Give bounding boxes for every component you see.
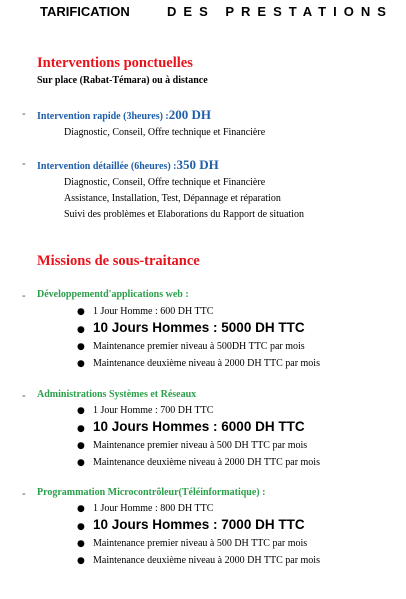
dash-marker: - bbox=[22, 290, 26, 302]
bullet-dot-icon: ● bbox=[77, 325, 85, 335]
group-label-web: Développementd'applications web : bbox=[37, 289, 189, 300]
bullet-item: ● Maintenance deuxième niveau à 2000 DH TTC par mois bbox=[77, 457, 320, 468]
intervention-detaillee-price: 350 DH bbox=[176, 157, 219, 172]
bullet-dot-icon: ● bbox=[77, 406, 85, 416]
bullet-item: ● Maintenance premier niveau à 500 DH TTC par mois bbox=[77, 440, 308, 451]
intervention-rapide-label: Intervention rapide (3heures) : bbox=[37, 111, 169, 122]
bullet-item: ● 10 Jours Hommes : 5000 DH TTC bbox=[77, 320, 305, 335]
section-heading-interventions: Interventions ponctuelles bbox=[37, 55, 193, 71]
detail-line: Diagnostic, Conseil, Offre technique et Financière bbox=[64, 177, 266, 188]
intervention-detaillee bbox=[37, 157, 219, 173]
intervention-rapide bbox=[37, 107, 211, 123]
section-subheading: Sur place (Rabat-Témara) ou à distance bbox=[37, 75, 208, 86]
bullet-dot-icon: ● bbox=[77, 504, 85, 514]
detail-line: Diagnostic, Conseil, Offre technique et Financière bbox=[64, 127, 266, 138]
bullet-dot-icon: ● bbox=[77, 342, 85, 352]
group-label-microcontroleur: Programmation Microcontrôleur(Téléinformatique) : bbox=[37, 487, 266, 498]
title-part-2: DES PRESTATIONS bbox=[167, 4, 393, 19]
bullet-item: ● Maintenance deuxième niveau à 2000 DH TTC par mois bbox=[77, 555, 320, 566]
bullet-dot-icon: ● bbox=[77, 458, 85, 468]
dash-marker: - bbox=[22, 158, 26, 170]
bullet-item: ● 10 Jours Hommes : 6000 DH TTC bbox=[77, 419, 305, 434]
bullet-item: ● 1 Jour Homme : 700 DH TTC bbox=[77, 405, 214, 416]
bullet-item: ● 10 Jours Hommes : 7000 DH TTC bbox=[77, 517, 305, 532]
bullet-dot-icon: ● bbox=[77, 424, 85, 434]
bullet-dot-icon: ● bbox=[77, 441, 85, 451]
bullet-dot-icon: ● bbox=[77, 307, 85, 317]
dash-marker: - bbox=[22, 390, 26, 402]
bullet-dot-icon: ● bbox=[77, 556, 85, 566]
dash-marker: - bbox=[22, 488, 26, 500]
bullet-item: ● Maintenance premier niveau à 500 DH TTC par mois bbox=[77, 538, 308, 549]
bullet-item: ● Maintenance premier niveau à 500DH TTC par mois bbox=[77, 341, 305, 352]
bullet-item: ● Maintenance deuxième niveau à 2000 DH TTC par mois bbox=[77, 358, 320, 369]
group-label-admin: Administrations Systèmes et Réseaux bbox=[37, 389, 197, 400]
intervention-detaillee-label: Intervention détaillée (6heures) : bbox=[37, 161, 177, 172]
section-heading-missions: Missions de sous-traitance bbox=[37, 253, 200, 269]
bullet-dot-icon: ● bbox=[77, 539, 85, 549]
page-title bbox=[40, 4, 393, 19]
title-part-1: TARIFICATION bbox=[40, 4, 130, 19]
detail-line: Assistance, Installation, Test, Dépannage et réparation bbox=[64, 193, 281, 204]
dash-marker: - bbox=[22, 108, 26, 120]
bullet-dot-icon: ● bbox=[77, 522, 85, 532]
bullet-item: ● 1 Jour Homme : 600 DH TTC bbox=[77, 306, 214, 317]
intervention-rapide-price: 200 DH bbox=[168, 107, 211, 122]
bullet-dot-icon: ● bbox=[77, 359, 85, 369]
bullet-item: ● 1 Jour Homme : 800 DH TTC bbox=[77, 503, 214, 514]
detail-line: Suivi des problèmes et Elaborations du Rapport de situation bbox=[64, 209, 304, 220]
